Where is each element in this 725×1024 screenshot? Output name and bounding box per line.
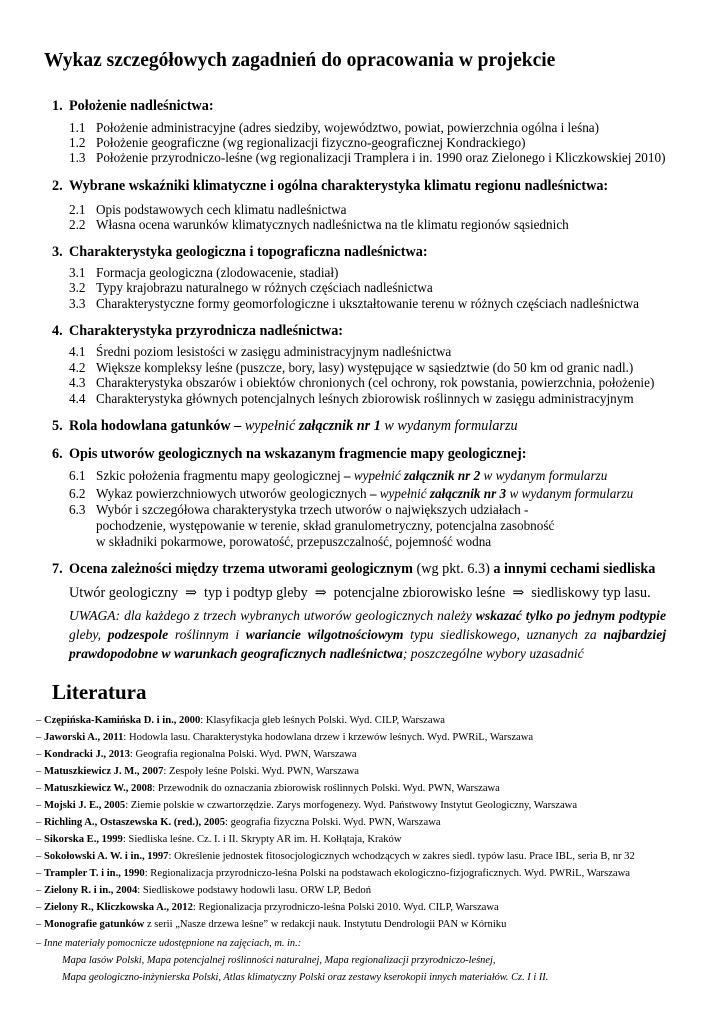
- list-item: 4.4 Charakterystyka głównych potencjalnych leśnych zbiorowisk roślinnych w zasięgu administracyjnym: [69, 391, 634, 406]
- other-materials-line: Mapa geologiczno-inżynierska Polski, Atlas klimatyczny Polski oraz zestawy kserokopii innych materiałów. Cz. I i II.: [62, 972, 549, 983]
- section-3-heading: 3. Charakterystyka geologiczna i topograficzna nadleśnictwa:: [52, 244, 428, 260]
- implies-arrow-icon: ⇒: [314, 585, 327, 601]
- other-materials-line: Mapa lasów Polski, Mapa potencjalnej roślinności naturalnej, Mapa regionalizacji przyrodniczo-leśnej,: [62, 955, 496, 966]
- reference-item: – Matuszkiewicz J. M., 2007: Zespoły leśne Polski. Wyd. PWN, Warszawa: [36, 766, 359, 777]
- list-item: 6.2 Wykaz powierzchniowych utworów geologicznych – wypełnić załącznik nr 3 w wydanym formularzu: [69, 486, 634, 501]
- reference-item: – Sikorska E., 1999: Siedliska leśne. Cz. I. i II. Skrypty AR im. H. Kołłątaja, Kraków: [36, 834, 402, 845]
- list-item: 4.2 Większe kompleksy leśne (puszcze, bory, lasy) występujące w sąsiedztwie (do 50 km od granic nadl.): [69, 360, 634, 375]
- reference-item: – Monografie gatunków z serii „Nasze drzewa leśne” w redakcji nauk. Instytutu Dendrologii PAN w Kórniku: [36, 919, 507, 930]
- reference-item: – Zielony R., Kliczkowska A., 2012: Regionalizacja przyrodniczo-leśna Polski 2010. Wyd. CILP, Warszawa: [36, 902, 499, 913]
- list-item: 4.1 Średni poziom lesistości w zasięgu administracyjnym nadleśnictwa: [69, 344, 452, 359]
- reference-item: – Czępińska-Kamińska D. i in., 2000: Klasyfikacja gleb leśnych Polski. Wyd. CILP, Warszawa: [36, 715, 445, 726]
- uwaga-note: UWAGA: dla każdego z trzech wybranych utworów geologicznych należy wskazać tylko po jednym podtypie gleby, podzespole roślinnym i wariancie wilgotnościowym typu siedliskowego, uznanych za najbardziej prawdopodobne w warunkach geograficznych nadleśnictwa; poszczególne wybory uzasadnić: [69, 608, 667, 661]
- implies-arrow-icon: ⇒: [512, 585, 525, 601]
- page-title: Wykaz szczegółowych zagadnień do opracowania w projekcie: [44, 50, 556, 71]
- section-6-heading: 6. Opis utworów geologicznych na wskazanym fragmencie mapy geologicznej:: [52, 446, 527, 462]
- list-item: 3.3 Charakterystyczne formy geomorfologiczne i ukształtowanie terenu w różnych częściach nadleśnictwa: [69, 296, 640, 311]
- implies-arrow-icon: ⇒: [185, 585, 198, 601]
- section-number: 1.: [52, 98, 63, 114]
- list-item-continuation: pochodzenie, występowanie w terenie, skład granulometryczny, potencjalna zasobność: [96, 518, 555, 533]
- list-item: 6.3 Wybór i szczegółowa charakterystyka trzech utworów o największych udziałach -: [69, 502, 529, 517]
- reference-item: – Richling A., Ostaszewska K. (red.), 2005: geografia fizyczna Polski. Wyd. PWN, Warszawa: [36, 817, 441, 828]
- list-item: 1.2 Położenie geograficzne (wg regionalizacji fizyczno-geograficznej Kondrackiego): [69, 135, 526, 150]
- section-4-heading: 4. Charakterystyka przyrodnicza nadleśnictwa:: [52, 323, 344, 339]
- reference-item: – Matuszkiewicz W., 2008: Przewodnik do oznaczania zbiorowisk roślinnych Polski. Wyd. PWN, Warszawa: [36, 783, 500, 794]
- list-item: 3.1 Formacja geologiczna (zlodowacenie, stadiał): [69, 265, 339, 280]
- literature-title: Literatura: [52, 680, 147, 704]
- list-item: 2.1 Opis podstawowych cech klimatu nadleśnictwa: [69, 202, 347, 217]
- list-item: 1.3 Położenie przyrodniczo-leśne (wg regionalizacji Tramplera i in. 1990 oraz Zielonego i Kliczkowskiej 2010): [69, 150, 666, 165]
- list-item: 2.2 Własna ocena warunków klimatycznych nadleśnictwa na tle klimatu regionów sąsiednich: [69, 217, 569, 232]
- section-title: Położenie nadleśnictwa:: [69, 98, 214, 114]
- section-1-heading: [52, 98, 214, 115]
- reference-item: – Jaworski A., 2011: Hodowla lasu. Charakterystyka hodowlana drzew i krzewów leśnych. Wyd. PWRiL, Warszawa: [36, 732, 534, 743]
- list-item: 1.1 Położenie administracyjne (adres siedziby, województwo, powiat, powierzchnia ogólna i leśna): [69, 120, 600, 135]
- reference-item: – Trampler T. i in., 1990: Regionalizacja przyrodniczo-leśna Polski na podstawach ekologiczno-fizjograficznych. Wyd. PWRiL, Warszawa: [36, 868, 630, 879]
- list-item: 4.3 Charakterystyka obszarów i obiektów chronionych (cel ochrony, rok powstania, powierzchnia, położenie): [69, 375, 655, 390]
- list-item: 3.2 Typy krajobrazu naturalnego w różnych częściach nadleśnictwa: [69, 280, 433, 295]
- section-2-heading: 2. Wybrane wskaźniki klimatyczne i ogólna charakterystyka klimatu regionu nadleśnictwa:: [52, 178, 609, 194]
- reference-item: – Zielony R. i in., 2004: Siedliskowe podstawy hodowli lasu. ORW LP, Bedoń: [36, 885, 371, 896]
- list-item-continuation: w składniki pokarmowe, porowatość, przepuszczalność, pojemność wodna: [96, 534, 492, 549]
- reference-item: – Kondracki J., 2013: Geografia regionalna Polski. Wyd. PWN, Warszawa: [36, 749, 357, 760]
- relationship-formula: Utwór geologiczny ⇒ typ i podtyp gleby ⇒ potencjalne zbiorowisko leśne ⇒ siedliskowy typ lasu.: [69, 585, 651, 601]
- list-item: 6.1 Szkic położenia fragmentu mapy geologicznej – wypełnić załącznik nr 2 w wydanym formularzu: [69, 468, 608, 483]
- other-materials-heading: – Inne materiały pomocnicze udostępnione na zajęciach, m. in.:: [36, 938, 302, 949]
- section-5-heading: 5. Rola hodowlana gatunków – wypełnić załącznik nr 1 w wydanym formularzu: [52, 418, 518, 434]
- reference-item: – Mojski J. E., 2005: Ziemie polskie w czwartorzędzie. Zarys morfogenezy. Wyd. Państwowy Instytut Geologiczny, Warszawa: [36, 800, 578, 811]
- section-7-heading: 7. Ocena zależności między trzema utworami geologicznym (wg pkt. 6.3) a innymi cechami siedliska: [52, 561, 656, 577]
- reference-item: – Sokołowski A. W. i in., 1997: Określenie jednostek fitosocjologicznych wchodzących w zakres siedl. typów lasu. Prace IBL, seria B, nr 32: [36, 851, 635, 862]
